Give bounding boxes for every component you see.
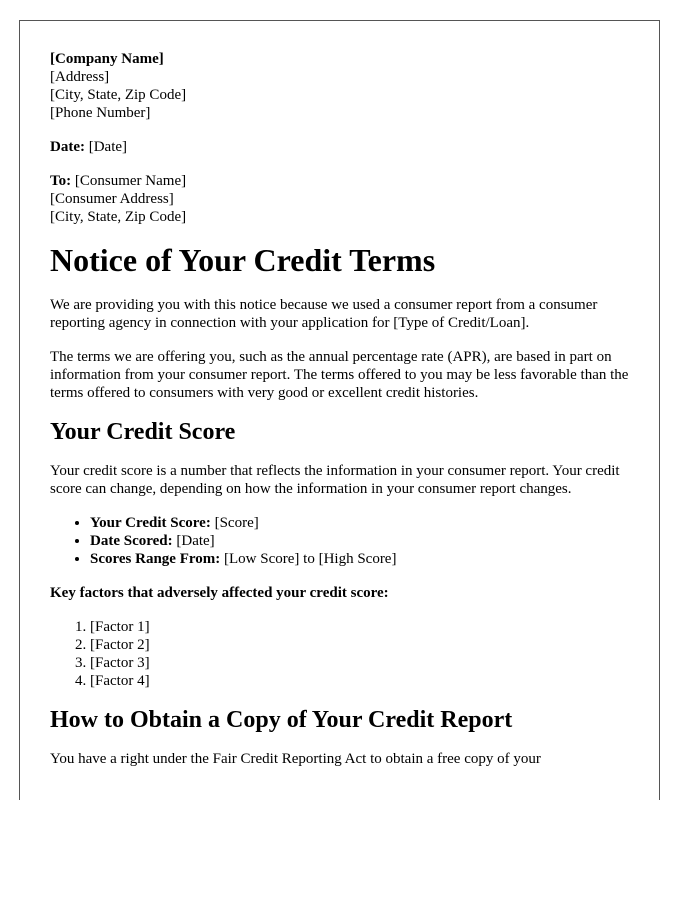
list-item: 1. [Factor 1] [90, 618, 640, 636]
factors-list [50, 618, 640, 690]
company-city-state-zip: [City, State, Zip Code] [50, 87, 187, 103]
score-range-value: [Low Score] to [High Score] [224, 551, 397, 567]
credit-score-heading: Your Credit Score [50, 419, 236, 445]
date-label: Date: [50, 139, 85, 155]
date-line [50, 138, 640, 156]
date-value: [Date] [88, 139, 128, 155]
page-title: Notice of Your Credit Terms [50, 242, 436, 278]
score-value: [Score] [214, 515, 259, 531]
credit-score-details-list [50, 514, 640, 568]
company-name: [Company Name] [50, 51, 164, 67]
recipient-name-line [50, 172, 640, 190]
credit-score-description: Your credit score is a number that reflects the information in your consumer report. Your credit score can change, depending on how the information in your consumer report changes. [50, 463, 620, 497]
recipient-name: [Consumer Name] [74, 173, 187, 189]
list-item [90, 532, 640, 550]
list-item: 2. [Factor 2] [90, 636, 640, 654]
list-item [90, 514, 640, 532]
recipient-address: [Consumer Address] [50, 191, 174, 207]
intro-paragraph-1: We are providing you with this notice because we used a consumer report from a consumer reporting agency in connection with your application for [Type of Credit/Loan]. [50, 297, 598, 331]
list-item [90, 550, 640, 568]
factors-heading [50, 584, 640, 602]
recipient-city-state-zip: [City, State, Zip Code] [50, 209, 187, 225]
letter-body [50, 50, 640, 784]
list-item: 3. [Factor 3] [90, 654, 640, 672]
score-range-label: Scores Range From: [90, 551, 221, 567]
list-item: 4. [Factor 4] [90, 672, 640, 690]
score-label: Your Credit Score: [90, 515, 211, 531]
obtain-copy-heading: How to Obtain a Copy of Your Credit Report [50, 707, 513, 733]
sender-block [50, 50, 640, 122]
recipient-block [50, 172, 640, 226]
date-scored-value: [Date] [176, 533, 215, 549]
company-address: [Address] [50, 69, 110, 85]
intro-paragraph-2: The terms we are offering you, such as the annual percentage rate (APR), are based in part on information from your consumer report. The terms offered to you may be less favorable than the terms offered to consumers with very good or excellent credit histories. [50, 349, 629, 401]
company-phone: [Phone Number] [50, 105, 151, 121]
letter-page [19, 20, 660, 800]
recipient-label: To: [50, 173, 72, 189]
date-scored-label: Date Scored: [90, 533, 173, 549]
obtain-copy-text: You have a right under the Fair Credit Reporting Act to obtain a free copy of your [50, 751, 541, 767]
factors-heading-text: Key factors that adversely affected your credit score: [50, 585, 389, 601]
